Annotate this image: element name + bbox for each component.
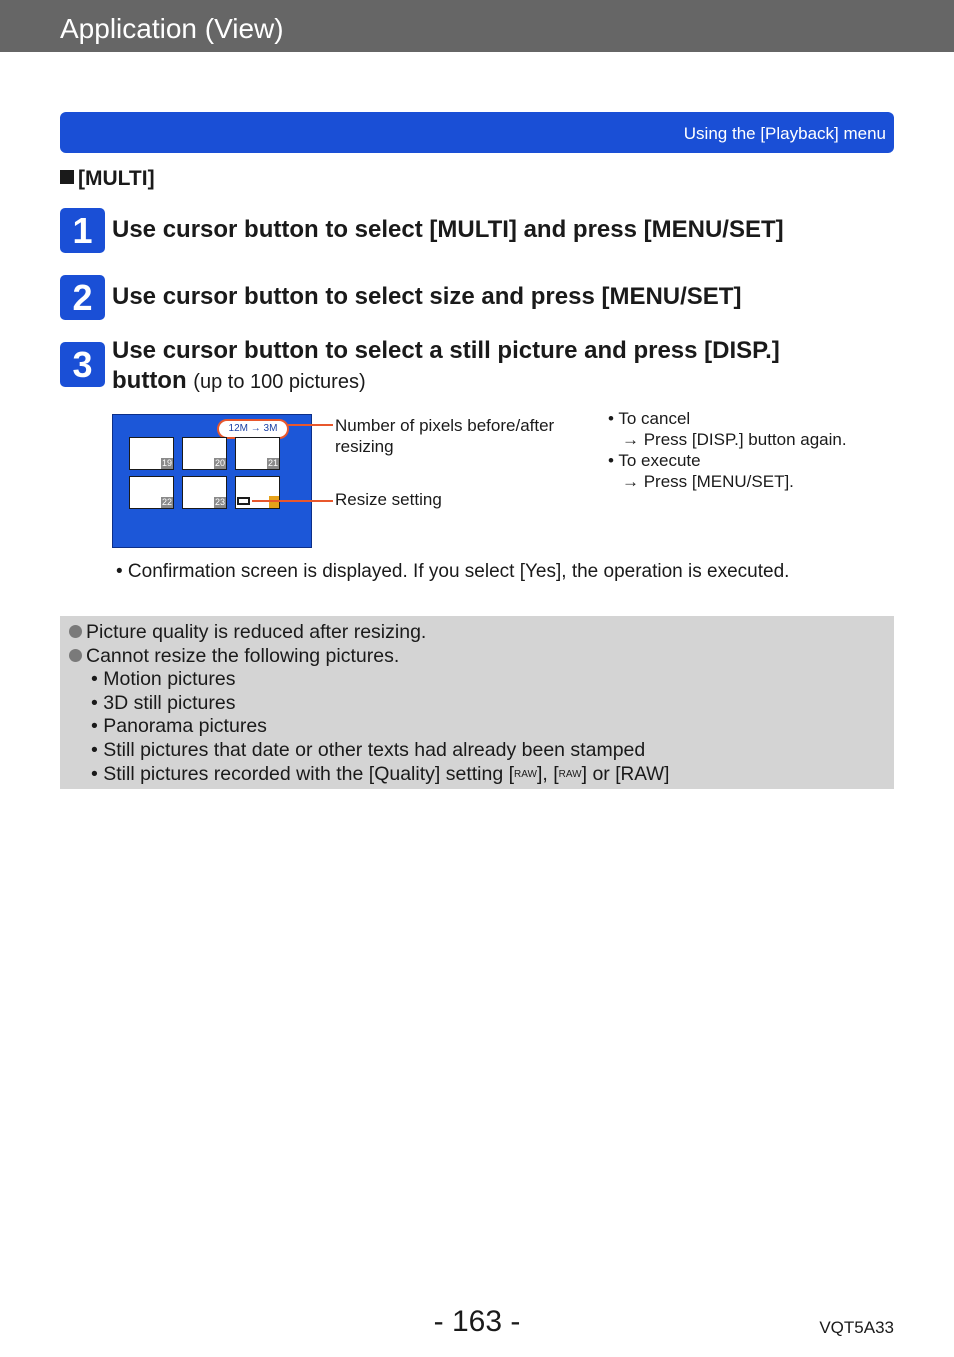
bullet-dot-icon bbox=[69, 649, 82, 662]
callout-line-resize bbox=[252, 500, 333, 502]
note-item bbox=[69, 621, 894, 645]
thumbnail bbox=[182, 476, 227, 509]
thumbnail bbox=[182, 437, 227, 470]
resize-icon bbox=[237, 497, 250, 505]
thumbnail bbox=[235, 437, 280, 470]
pixel-count-indicator: 12M → 3M bbox=[217, 419, 289, 439]
note-item bbox=[69, 645, 894, 669]
quality-or: ] or bbox=[581, 762, 616, 785]
note-text: Cannot resize the following pictures. bbox=[86, 644, 400, 667]
callout-line-pixels bbox=[288, 424, 333, 426]
camera-screen-illustration bbox=[112, 414, 312, 548]
quality-prefix: • Still pictures recorded with the [Quality] setting [ bbox=[91, 762, 515, 785]
page-title: Application (View) bbox=[60, 13, 284, 44]
thumbnail-number: 22 bbox=[161, 497, 172, 507]
bullet-dot-icon bbox=[69, 625, 82, 638]
section-heading bbox=[60, 166, 155, 192]
list-item: • Panorama pictures bbox=[91, 715, 267, 738]
list-item-quality bbox=[69, 763, 894, 787]
step-3-line2 bbox=[112, 366, 780, 397]
raw-quality-icon: [RAW] bbox=[615, 763, 670, 785]
callout-resize: Resize setting bbox=[335, 490, 442, 509]
section-bar bbox=[60, 112, 894, 153]
note-execute: • To execute bbox=[608, 451, 701, 470]
note-cancel-action: → Press [DISP.] button again. bbox=[622, 430, 847, 449]
list-item: • 3D still pictures bbox=[91, 691, 236, 714]
document-code: VQT5A33 bbox=[819, 1318, 894, 1337]
list-item: • Still pictures that date or other texts had already been stamped bbox=[91, 738, 646, 761]
confirmation-note: • Confirmation screen is displayed. If you select [Yes], the operation is executed. bbox=[116, 561, 790, 582]
thumbnail-number: 21 bbox=[267, 458, 278, 468]
thumbnail bbox=[129, 437, 174, 470]
list-item: • Motion pictures bbox=[91, 668, 236, 691]
callout-pixels bbox=[335, 415, 554, 457]
thumbnail-number: 20 bbox=[214, 458, 225, 468]
thumbnail bbox=[129, 476, 174, 509]
side-notes bbox=[608, 408, 847, 492]
raw-standard-quality-icon: RAW bbox=[558, 768, 582, 780]
thumbnail-number: 19 bbox=[161, 458, 172, 468]
callout-pixels-line1: Number of pixels before/after bbox=[335, 416, 555, 435]
page-number: - 163 - bbox=[433, 1305, 521, 1338]
note-execute-action: → Press [MENU/SET]. bbox=[622, 472, 794, 491]
step-2-number: 2 bbox=[60, 275, 105, 320]
callout-pixels-line2: resizing bbox=[335, 437, 394, 456]
step-2-text: Use cursor button to select size and press [MENU/SET] bbox=[112, 283, 742, 310]
thumbnail-number: 23 bbox=[214, 497, 225, 507]
step-3-text bbox=[112, 336, 780, 397]
step-1-number: 1 bbox=[60, 208, 105, 253]
note-cancel: • To cancel bbox=[608, 409, 691, 428]
step-3-note: (up to 100 pictures) bbox=[193, 371, 366, 393]
resize-setting-marker bbox=[269, 496, 279, 508]
thumbnail-selected bbox=[235, 476, 280, 509]
quality-separator: ], [ bbox=[536, 762, 559, 785]
step-3-line2-text: button bbox=[112, 367, 187, 394]
section-label: Using the [Playback] menu bbox=[683, 124, 886, 143]
heading-text: [MULTI] bbox=[78, 167, 155, 190]
header-bar bbox=[0, 0, 954, 52]
step-3-line1: Use cursor button to select a still picture and press [DISP.] bbox=[112, 337, 780, 364]
raw-fine-quality-icon: RAW bbox=[514, 768, 537, 780]
notes-box bbox=[60, 616, 894, 789]
step-3-number: 3 bbox=[60, 342, 105, 387]
note-text: Picture quality is reduced after resizing. bbox=[86, 621, 427, 643]
step-1-text: Use cursor button to select [MULTI] and press [MENU/SET] bbox=[112, 216, 784, 243]
square-bullet-icon bbox=[60, 170, 74, 184]
